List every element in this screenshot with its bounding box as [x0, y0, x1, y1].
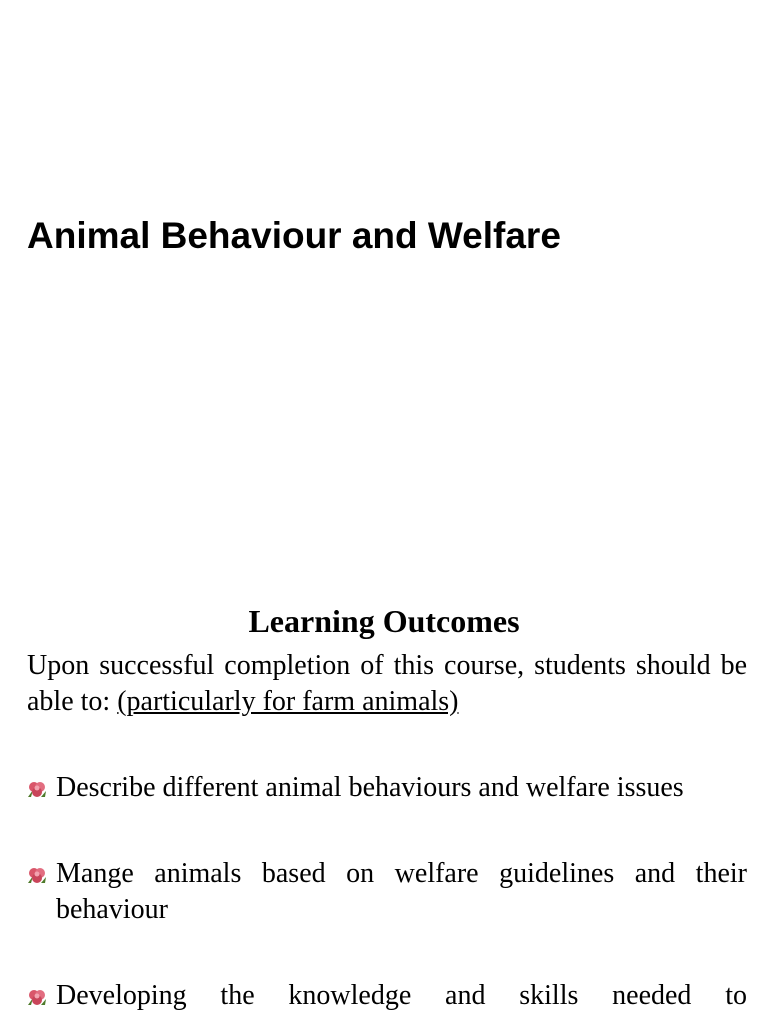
intro-paragraph	[27, 648, 747, 720]
list-item	[27, 978, 747, 1014]
section-heading: Learning Outcomes	[248, 603, 520, 639]
intro-underlined-text: (particularly for farm animals)	[117, 686, 459, 717]
bullet-text: Developing the knowledge and skills needed to	[56, 980, 747, 1011]
flower-bullet-icon	[27, 867, 47, 884]
flower-bullet-icon	[27, 989, 47, 1006]
list-item	[27, 770, 747, 806]
bullet-text: Mange animals based on welfare guidelines and their behaviour	[56, 858, 747, 925]
flower-bullet-icon	[27, 781, 47, 798]
bullet-text: Describe different animal behaviours and welfare issues	[56, 772, 684, 803]
list-item	[27, 856, 747, 928]
intro-text: Upon successful completion of this course, students should be able to:	[27, 650, 747, 717]
page-title: Animal Behaviour and Welfare	[27, 215, 561, 256]
